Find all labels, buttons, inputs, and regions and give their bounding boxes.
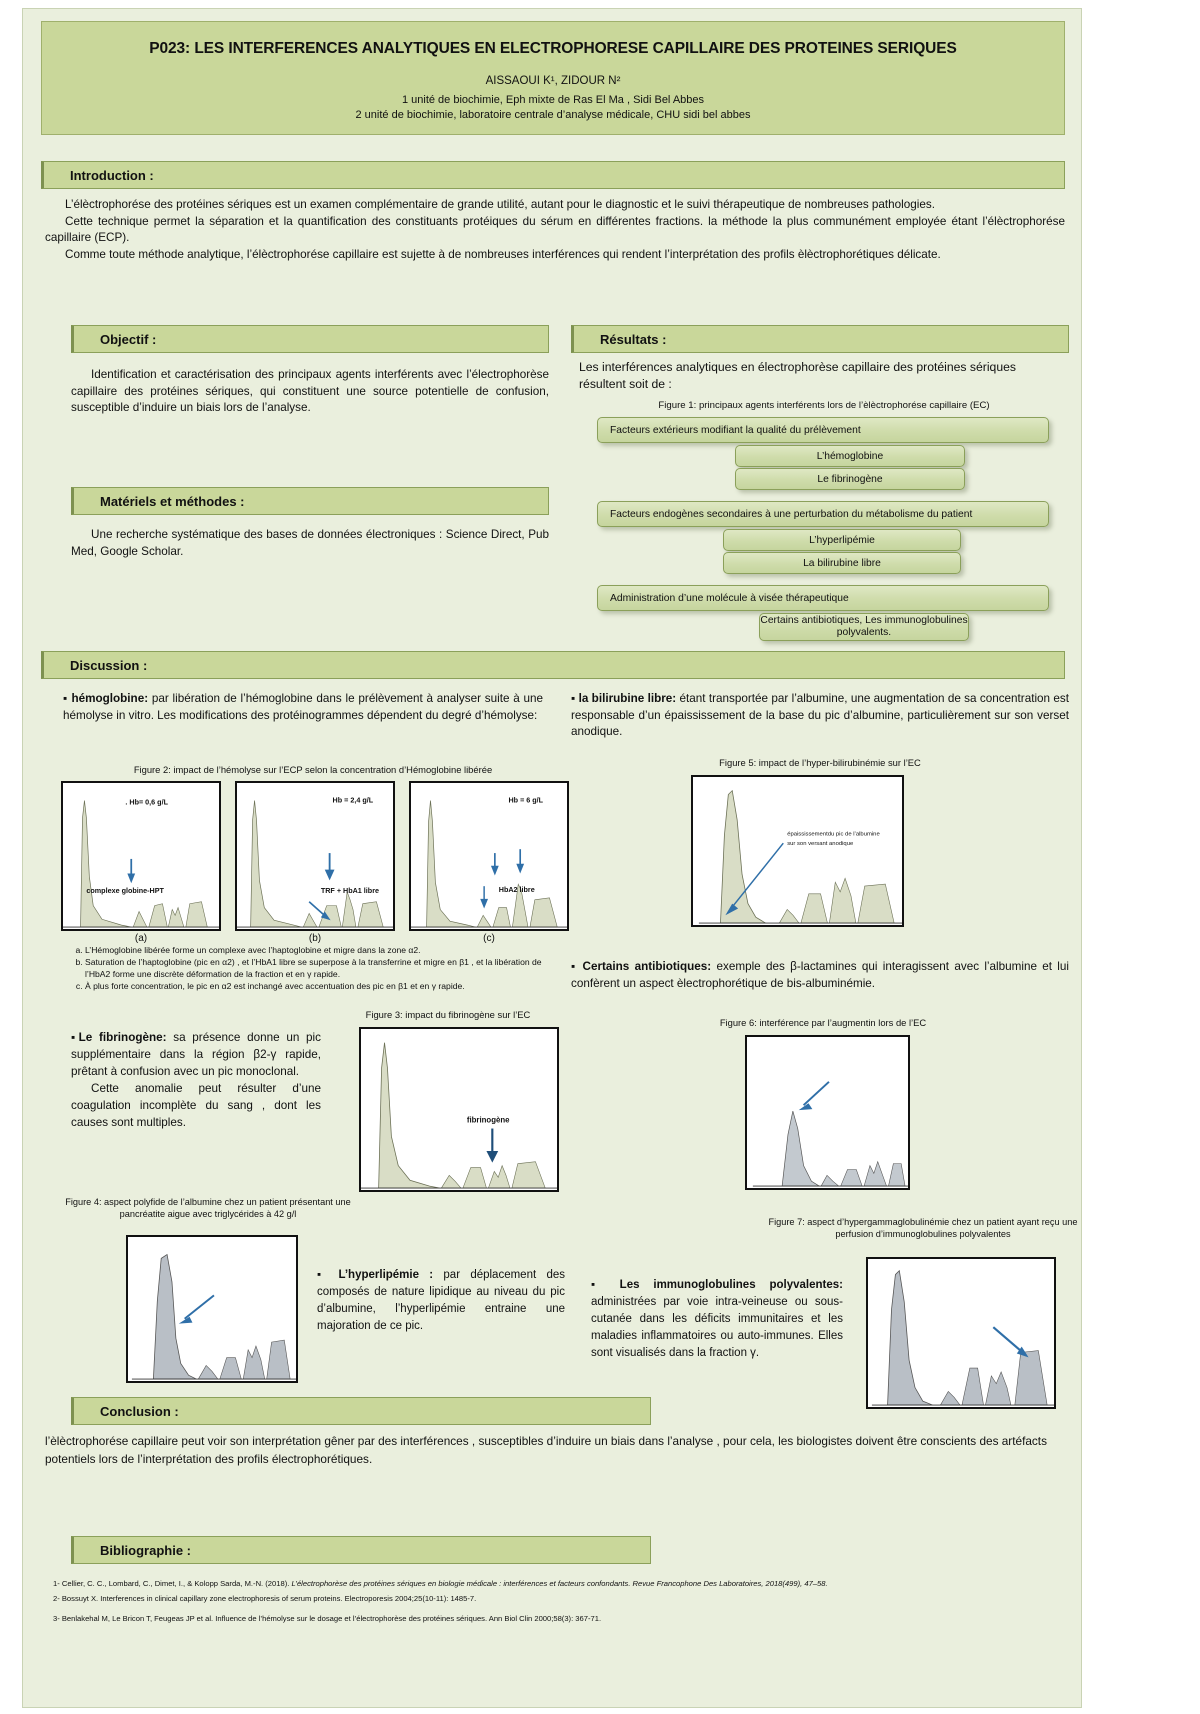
affiliation-2: 2 unité de biochimie, laboratoire centrale d’analyse médicale, CHU sidi bel abbes (355, 109, 751, 121)
figure-2-caption: Figure 2: impact de l’hémolyse sur l’ECP selon la concentration d’Hémoglobine libérée (133, 764, 493, 775)
poster-code: P023: (149, 40, 191, 57)
discussion-antibiotiques-body: exemple des β-lactamines qui interagissent avec l’albumine et lui confèrent un aspect èlectrophorétique de bis-albuminémie. (571, 960, 1069, 990)
introduction-paragraph-3: Comme toute méthode analytique, l’élèctrophorése capillaire est sujette à de nombreuses interférences qui rendent l’interprétation des profils èlèctrophorétiques délicate. (65, 247, 941, 261)
figure-2-letter-b: (b) (308, 933, 322, 944)
figure-2-annotation-b: TRF + HbA1 libre (320, 885, 380, 895)
bibliography-item-2: 2- Bossuyt X. Interferences in clinical capillary zone electrophoresis of serum proteins. Electroporesis 2004;25(10-11): 1485-7. (53, 1593, 477, 1603)
figure-3-caption: Figure 3: impact du fibrinogène sur l’EC (365, 1009, 531, 1020)
section-header-introduction: Introduction : (41, 161, 1065, 189)
bibliography-item-1 (53, 1577, 1063, 1591)
figure-5-caption: Figure 5: impact de l’hyper-bilirubinémie sur l’EC (719, 757, 921, 768)
discussion-immunoglobulines-body: administrées par voie intra-veineuse ou sous-cutanée dans les déficits immunitaires et les maladies inflammatoires ou auto-immunes. Elles sont visualisés dans la fraction γ. (591, 1296, 843, 1359)
diagonal-arrow-icon (799, 1082, 829, 1110)
hb-label-a (125, 797, 168, 806)
introduction-paragraph-2: Cette technique permet la séparation et la quantification des constituants protéiques du sérum en différentes fractions. la méthode la plus communément employée étant l’élèctrophorése capillaire (ECP). (45, 214, 1065, 244)
flow-group-3-title: Administration d’une molécule à visée thérapeutique (597, 585, 1049, 611)
figure-2-hb-label-a: . Hb= 0,6 g/L (125, 797, 168, 807)
down-arrow-icon (325, 853, 335, 880)
figure-2-notes (63, 945, 563, 993)
figure-5-annotation-line-2: sur son versant anodique (787, 841, 854, 848)
down-arrow-icon (516, 849, 524, 873)
diagonal-arrow-icon (179, 1295, 214, 1323)
figure-3-annotation: fibrinogène (466, 1115, 510, 1125)
poster-title-box (41, 21, 1065, 135)
discussion-bilirubine: ▪ la bilirubine libre: étant transportée par l’albumine, une augmentation de sa concentration est responsable d’un épaississement de la base du pic d’albumine, particulièrement sur son verset anodique. (571, 692, 1069, 738)
resultats-intro: Les interférences analytiques en électrophorèse capillaire des protéines sériques résultent soit de : (579, 360, 1016, 391)
section-header-objectif: Objectif : (71, 325, 549, 353)
figure-1-flowchart (579, 417, 1069, 642)
conclusion-body: l’èlèctrophorése capillaire peut voir son interprétation gêner par des interférences , susceptibles d’induire un biais dans l’analyse , pour cela, les biologistes doivent être conscients des artéfacts potentiels lors de l’interprétation des profils électrophorétiques. (45, 1434, 1047, 1466)
flow-group-1-item-1: Le fibrinogène (735, 468, 965, 490)
page-title (42, 40, 1064, 58)
figure-6-caption: Figure 6: interférence par l’augmentin lors de l’EC (719, 1017, 927, 1028)
figure-2-panel-c (409, 781, 569, 931)
section-header-discussion: Discussion : (41, 651, 1065, 679)
figure-2-annotation-a: complexe globine-HPT (86, 885, 164, 895)
diagonal-arrow-icon (993, 1327, 1028, 1357)
discussion-hyperlipemie: ▪ L’hyperlipémie : par déplacement des composés de nature lipidique au niveau du pic d’albumine, l’hyperlipémie entraine une majoration de ce pic. (317, 1269, 565, 1332)
author-list: AISSAOUI K¹, ZIDOUR N² (485, 75, 621, 87)
discussion-bilirubine-lead: la bilirubine libre: (578, 692, 677, 705)
discussion-fibrinogene-body-1: sa présence donne un pic supplémentaire dans la région β2-γ rapide, prêtant à confusion avec un pic monoclonal. (71, 1031, 321, 1078)
figure-4-caption: Figure 4: aspect polyfide de l’albumine chez un patient présentant une pancréatite aigue avec triglycérides à 42 g/l (65, 1197, 351, 1219)
figure-1-caption: Figure 1: principaux agents interférents lors de l’èlèctrophorése capillaire (EC) (658, 400, 990, 411)
figure-5-annotation-line-1: épaississementdu pic de l’albumine (787, 831, 880, 838)
flow-group-1-title: Facteurs extérieurs modifiant la qualité du prélèvement (597, 417, 1049, 443)
discussion-bilirubine-body: étant transportée par l’albumine, une augmentation de sa concentration est responsable d’un épaississement de la base du pic d’albumine, particulièrement sur son verset anodique. (571, 692, 1069, 738)
objectif-body: Identification et caractérisation des principaux agents interférents avec l’électrophorèse capillaire des protéines sériques, qui constituent une source potentielle de confusion, susceptible d’induire un biais lors de l’analyse. (71, 368, 549, 414)
discussion-hyperlipemie-lead: L’hyperlipémie : (338, 1269, 434, 1281)
down-arrow-icon (486, 1129, 498, 1163)
introduction-paragraph-1: L’élèctrophorése des protéines sériques est un examen complémentaire de grande utilité, autant pour le diagnostic et le suivi thérapeutique de nombreuses pathologies. (65, 198, 935, 211)
discussion-immunoglobulines: ▪ Les immunoglobulines polyvalentes: administrées par voie intra-veineuse ou sous-cutanée dans les déficits immunitaires et les maladies inflammatoires ou auto-immunes. Elles sont visualisés dans la fraction γ. (591, 1279, 843, 1359)
poster-title-text: LES INTERFERENCES ANALYTIQUES EN ELECTROPHORESE CAPILLAIRE DES PROTEINES SERIQUES (190, 40, 957, 57)
section-header-bibliographie: Bibliographie : (71, 1536, 651, 1564)
figure-2-letter-a: (a) (134, 933, 148, 944)
figure-7-caption: Figure 7: aspect d’hypergammaglobulinémie chez un patient ayant reçu une perfusion d’immunoglobulines polyvalentes (768, 1217, 1078, 1239)
figure-2-hb-label-b: Hb = 2,4 g/L (332, 795, 374, 805)
figure-6-chart (745, 1035, 910, 1190)
discussion-hyperlipemie-body: par déplacement des composés de nature lipidique au niveau du pic d’albumine, l’hyperlipémie entraine une majoration de ce pic. (317, 1269, 565, 1332)
figure-2-letter-c: (c) (483, 933, 495, 944)
figure-2-hb-label-c: Hb = 6 g/L (508, 795, 544, 805)
flow-group-2-item-1: La bilirubine libre (723, 552, 961, 574)
figure-2-note-2: c. À plus forte concentration, le pic en α2 est inchangé avec accentuation des pic en β1 et en γ rapide. (85, 981, 563, 993)
figure-3-chart (359, 1027, 559, 1192)
bibliography-item-1-title: L’électrophorèse des protéines sériques en biologie médicale : interférences et facteurs confondants. Revue Francophone Des Laboratoires, 2018(499), 47–58. (291, 1579, 828, 1588)
section-header-resultats: Résultats : (571, 325, 1069, 353)
figure-2-note-0: a. L’Hémoglobine libérée forme un complexe avec l’haptoglobine et migre dans la zone α2. (85, 945, 563, 957)
introduction-body (45, 197, 1065, 263)
discussion-fibrinogene-body-2: Cette anomalie peut résulter d’une coagulation incomplète du sang , dont les causes sont multiples. (71, 1082, 321, 1129)
down-arrow-icon (127, 859, 135, 883)
discussion-hemoglobine-lead: hémoglobine: (71, 692, 149, 705)
poster-canvas (22, 8, 1082, 1708)
down-arrow-icon (491, 853, 499, 875)
figure-4-chart (126, 1235, 298, 1383)
affiliation-1: 1 unité de biochimie, Eph mixte de Ras El Ma , Sidi Bel Abbes (401, 94, 705, 106)
discussion-hemoglobine-body: par libération de l’hémoglobine dans le prélèvement à analyser suite à une hémolyse in vitro. Les modifications des protéinogrammes dépendent du degré d’hémolyse: (63, 692, 544, 722)
bibliography-item-1-authors: 1- Cellier, C. C., Lombard, C., Dimet, I., & Kolopp Sarda, M.-N. (2018). (53, 1579, 292, 1588)
flow-group-3-item-0: Certains antibiotiques, Les immunoglobulines polyvalents. (759, 613, 969, 641)
flow-group-1-item-0: L’hémoglobine (735, 445, 965, 467)
bibliography-item-3: 3- Benlakehal M, Le Bricon T, Feugeas JP et al. Influence de l’hémolyse sur le dosage et l’électrophorèse des protéines sériques. Ann Biol Clin 2000;58(3): 367-71. (53, 1614, 602, 1623)
bibliography-list (53, 1577, 1063, 1627)
flow-group-2-item-0: L’hyperlipémie (723, 529, 961, 551)
discussion-antibiotiques: ▪ Certains antibiotiques: exemple des β-lactamines qui interagissent avec l’albumine et lui confèrent un aspect èlectrophorétique de bis-albuminémie. (571, 960, 1069, 990)
section-header-conclusion: Conclusion : (71, 1397, 651, 1425)
figure-7-chart (866, 1257, 1056, 1409)
materiels-body: Une recherche systématique des bases de données électroniques : Science Direct, Pub Med, Google Scholar. (71, 528, 549, 558)
figure-5-chart (691, 775, 904, 927)
discussion-antibiotiques-lead: Certains antibiotiques: (582, 960, 712, 973)
discussion-fibrinogene: ▪Le fibrinogène: sa présence donne un pic supplémentaire dans la région β2-γ rapide, prêtant à confusion avec un pic monoclonal. Cette anomalie peut résulter d’une coagulation incomplète du sang , dont les causes sont multiples. (71, 1031, 321, 1129)
figure-2-note-1: b. Saturation de l’haptoglobine (pic en α2) , et l’HbA1 libre se superpose à la transferrine et migre en β1 , et la libération de l’HbA2 forme une discrète déformation de la fraction et en γ rapide. (85, 957, 563, 980)
figure-2-annotation-c: HbA2 libre (498, 885, 535, 895)
section-header-materiels: Matériels et méthodes : (71, 487, 549, 515)
flow-group-2-title: Facteurs endogènes secondaires à une perturbation du métabolisme du patient (597, 501, 1049, 527)
figure-2-panel-a (61, 781, 221, 931)
down-arrow-icon (480, 886, 488, 908)
figure-2-panel-b (235, 781, 395, 931)
discussion-fibrinogene-lead: Le fibrinogène: (78, 1031, 167, 1044)
discussion-hemoglobine: ▪ hémoglobine: par libération de l’hémoglobine dans le prélèvement à analyser suite à une hémolyse in vitro. Les modifications des protéinogrammes dépendent du degré d’hémolyse: (63, 692, 544, 722)
discussion-immunoglobulines-lead: Les immunoglobulines polyvalentes: (619, 1279, 843, 1291)
